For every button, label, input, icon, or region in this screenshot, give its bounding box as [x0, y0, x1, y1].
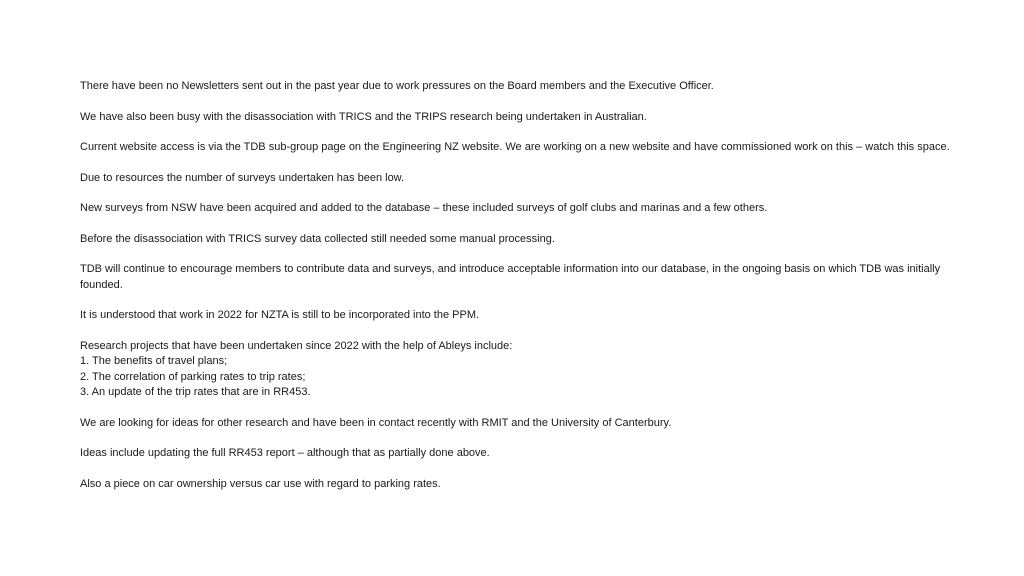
research-item: 2. The correlation of parking rates to trip rates; [80, 370, 306, 383]
paragraph-encourage-members: TDB will continue to encourage members to contribute data and surveys, and introduce acceptable information into our database, in the ongoing basis on which TDB was initially founded. [80, 263, 941, 291]
paragraph-website-access: Current website access is via the TDB sub-group page on the Engineering NZ website. We are working on a new website and have commissioned work on this – watch this space. [80, 141, 950, 153]
research-intro: Research projects that have been undertaken since 2022 with the help of Ableys include: [80, 339, 513, 352]
paragraph-newsletters: There have been no Newsletters sent out in the past year due to work pressures on the Board members and the Executive Officer. [80, 80, 714, 92]
research-item: 1. The benefits of travel plans; [80, 355, 228, 367]
paragraph-nzta-ppm: It is understood that work in 2022 for NZTA is still to be incorporated into the PPM. [80, 309, 480, 321]
paragraph-manual-processing: Before the disassociation with TRICS survey data collected still needed some manual processing. [80, 232, 555, 245]
paragraph-car-ownership: Also a piece on car ownership versus car use with regard to parking rates. [80, 477, 441, 490]
slide-body [80, 79, 980, 507]
paragraph-trics-disassociation: We have also been busy with the disassociation with TRICS and the TRIPS research being undertaken in Australian. [80, 110, 647, 123]
paragraph-nsw-surveys: New surveys from NSW have been acquired and added to the database – these included surveys of golf clubs and marinas and a few others. [80, 202, 768, 214]
research-projects-block [80, 339, 980, 401]
paragraph-research-ideas: We are looking for ideas for other research and have been in contact recently with RMIT and the University of Canterbury. [80, 416, 672, 429]
paragraph-rr453-update: Ideas include updating the full RR453 report – although that as partially done above. [80, 447, 490, 459]
paragraph-survey-resources: Due to resources the number of surveys undertaken has been low. [80, 171, 405, 184]
research-item: 3. An update of the trip rates that are in RR453. [80, 386, 311, 398]
